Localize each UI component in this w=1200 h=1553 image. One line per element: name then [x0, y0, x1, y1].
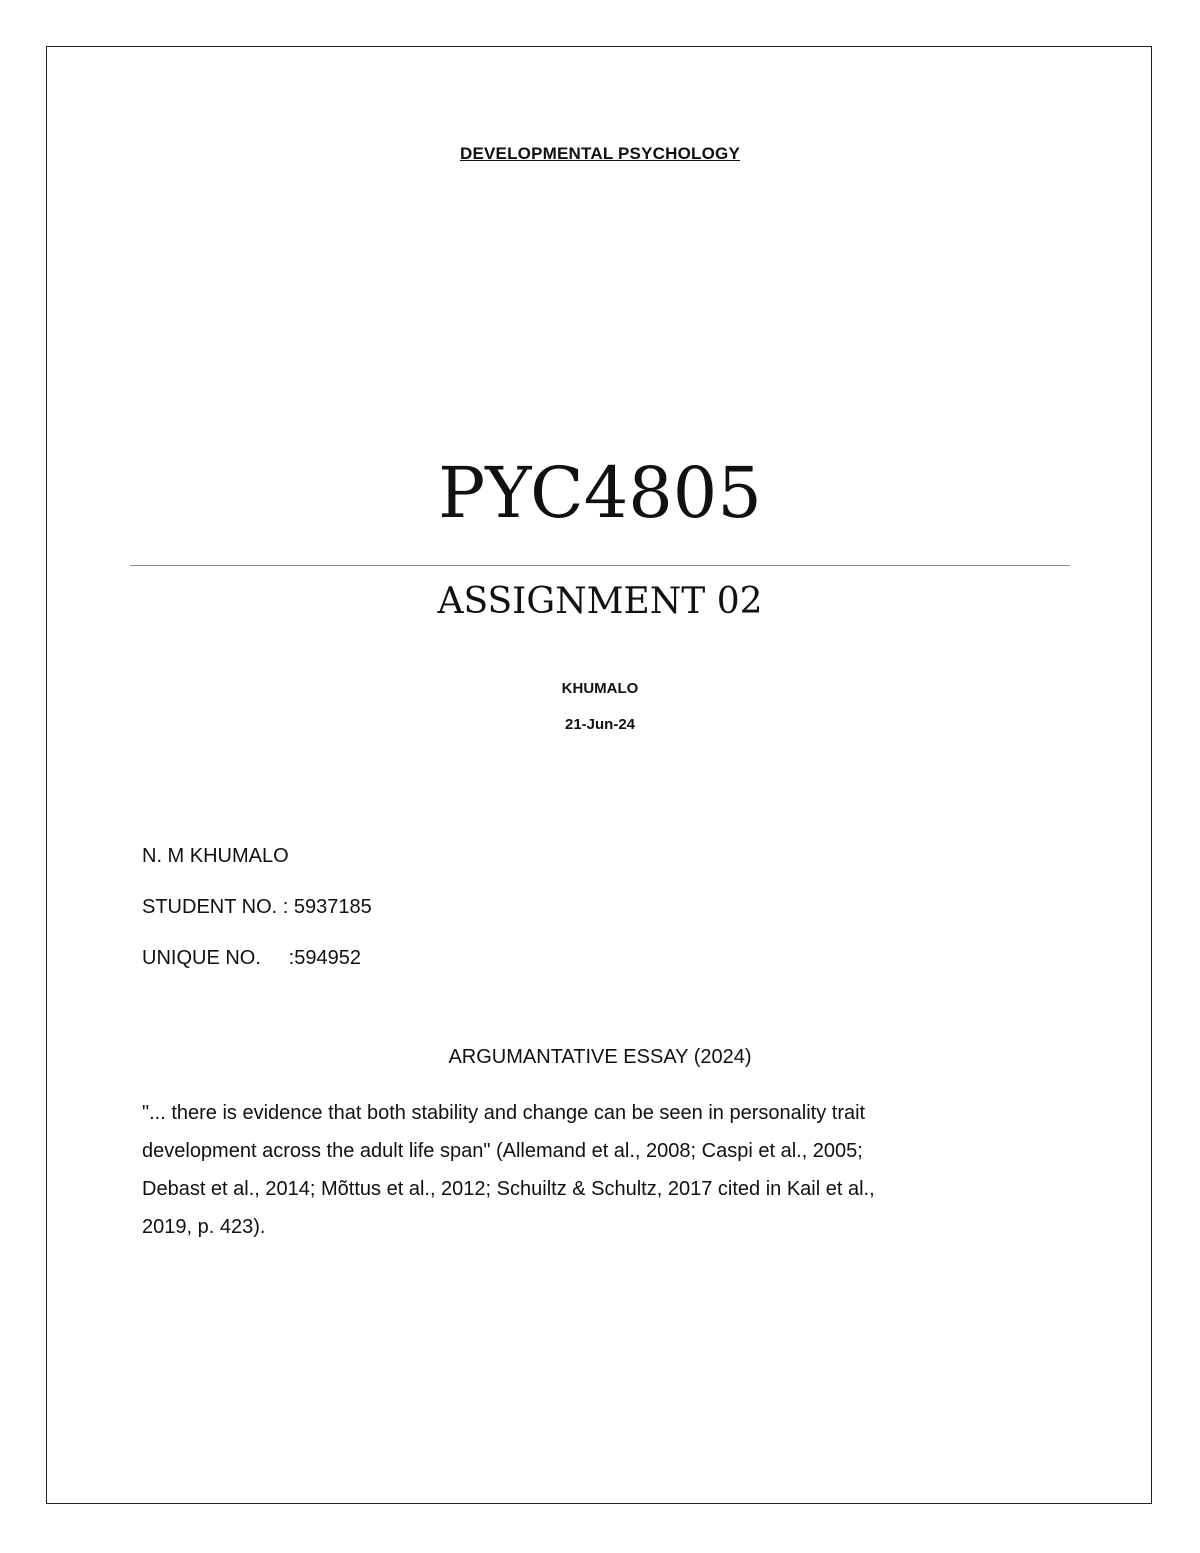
course-heading: DEVELOPMENTAL PSYCHOLOGY: [460, 144, 740, 163]
quote-line: development across the adult life span" (Allemand et al., 2008; Caspi et al., 2005;: [142, 1140, 863, 1162]
title-divider: [130, 565, 1070, 566]
unique-number: UNIQUE NO. :594952: [142, 947, 361, 969]
student-name: N. M KHUMALO: [142, 845, 289, 867]
quote-line: "... there is evidence that both stability and change can be seen in personality trait: [142, 1102, 866, 1124]
page-border: [46, 46, 1152, 1504]
quote-line: 2019, p. 423).: [142, 1216, 266, 1238]
student-number: STUDENT NO. : 5937185: [142, 896, 372, 918]
quote-line: Debast et al., 2014; Mõttus et al., 2012; Schuiltz & Schultz, 2017 cited in Kail et al.,: [142, 1178, 875, 1200]
essay-quote: [142, 1094, 1042, 1246]
assignment-subtitle: ASSIGNMENT 02: [437, 581, 763, 622]
course-code-title: PYC4805: [438, 452, 762, 534]
essay-heading: ARGUMANTATIVE ESSAY (2024): [448, 1046, 752, 1068]
author-name: KHUMALO: [561, 680, 639, 697]
document-date: 21-Jun-24: [564, 716, 636, 733]
